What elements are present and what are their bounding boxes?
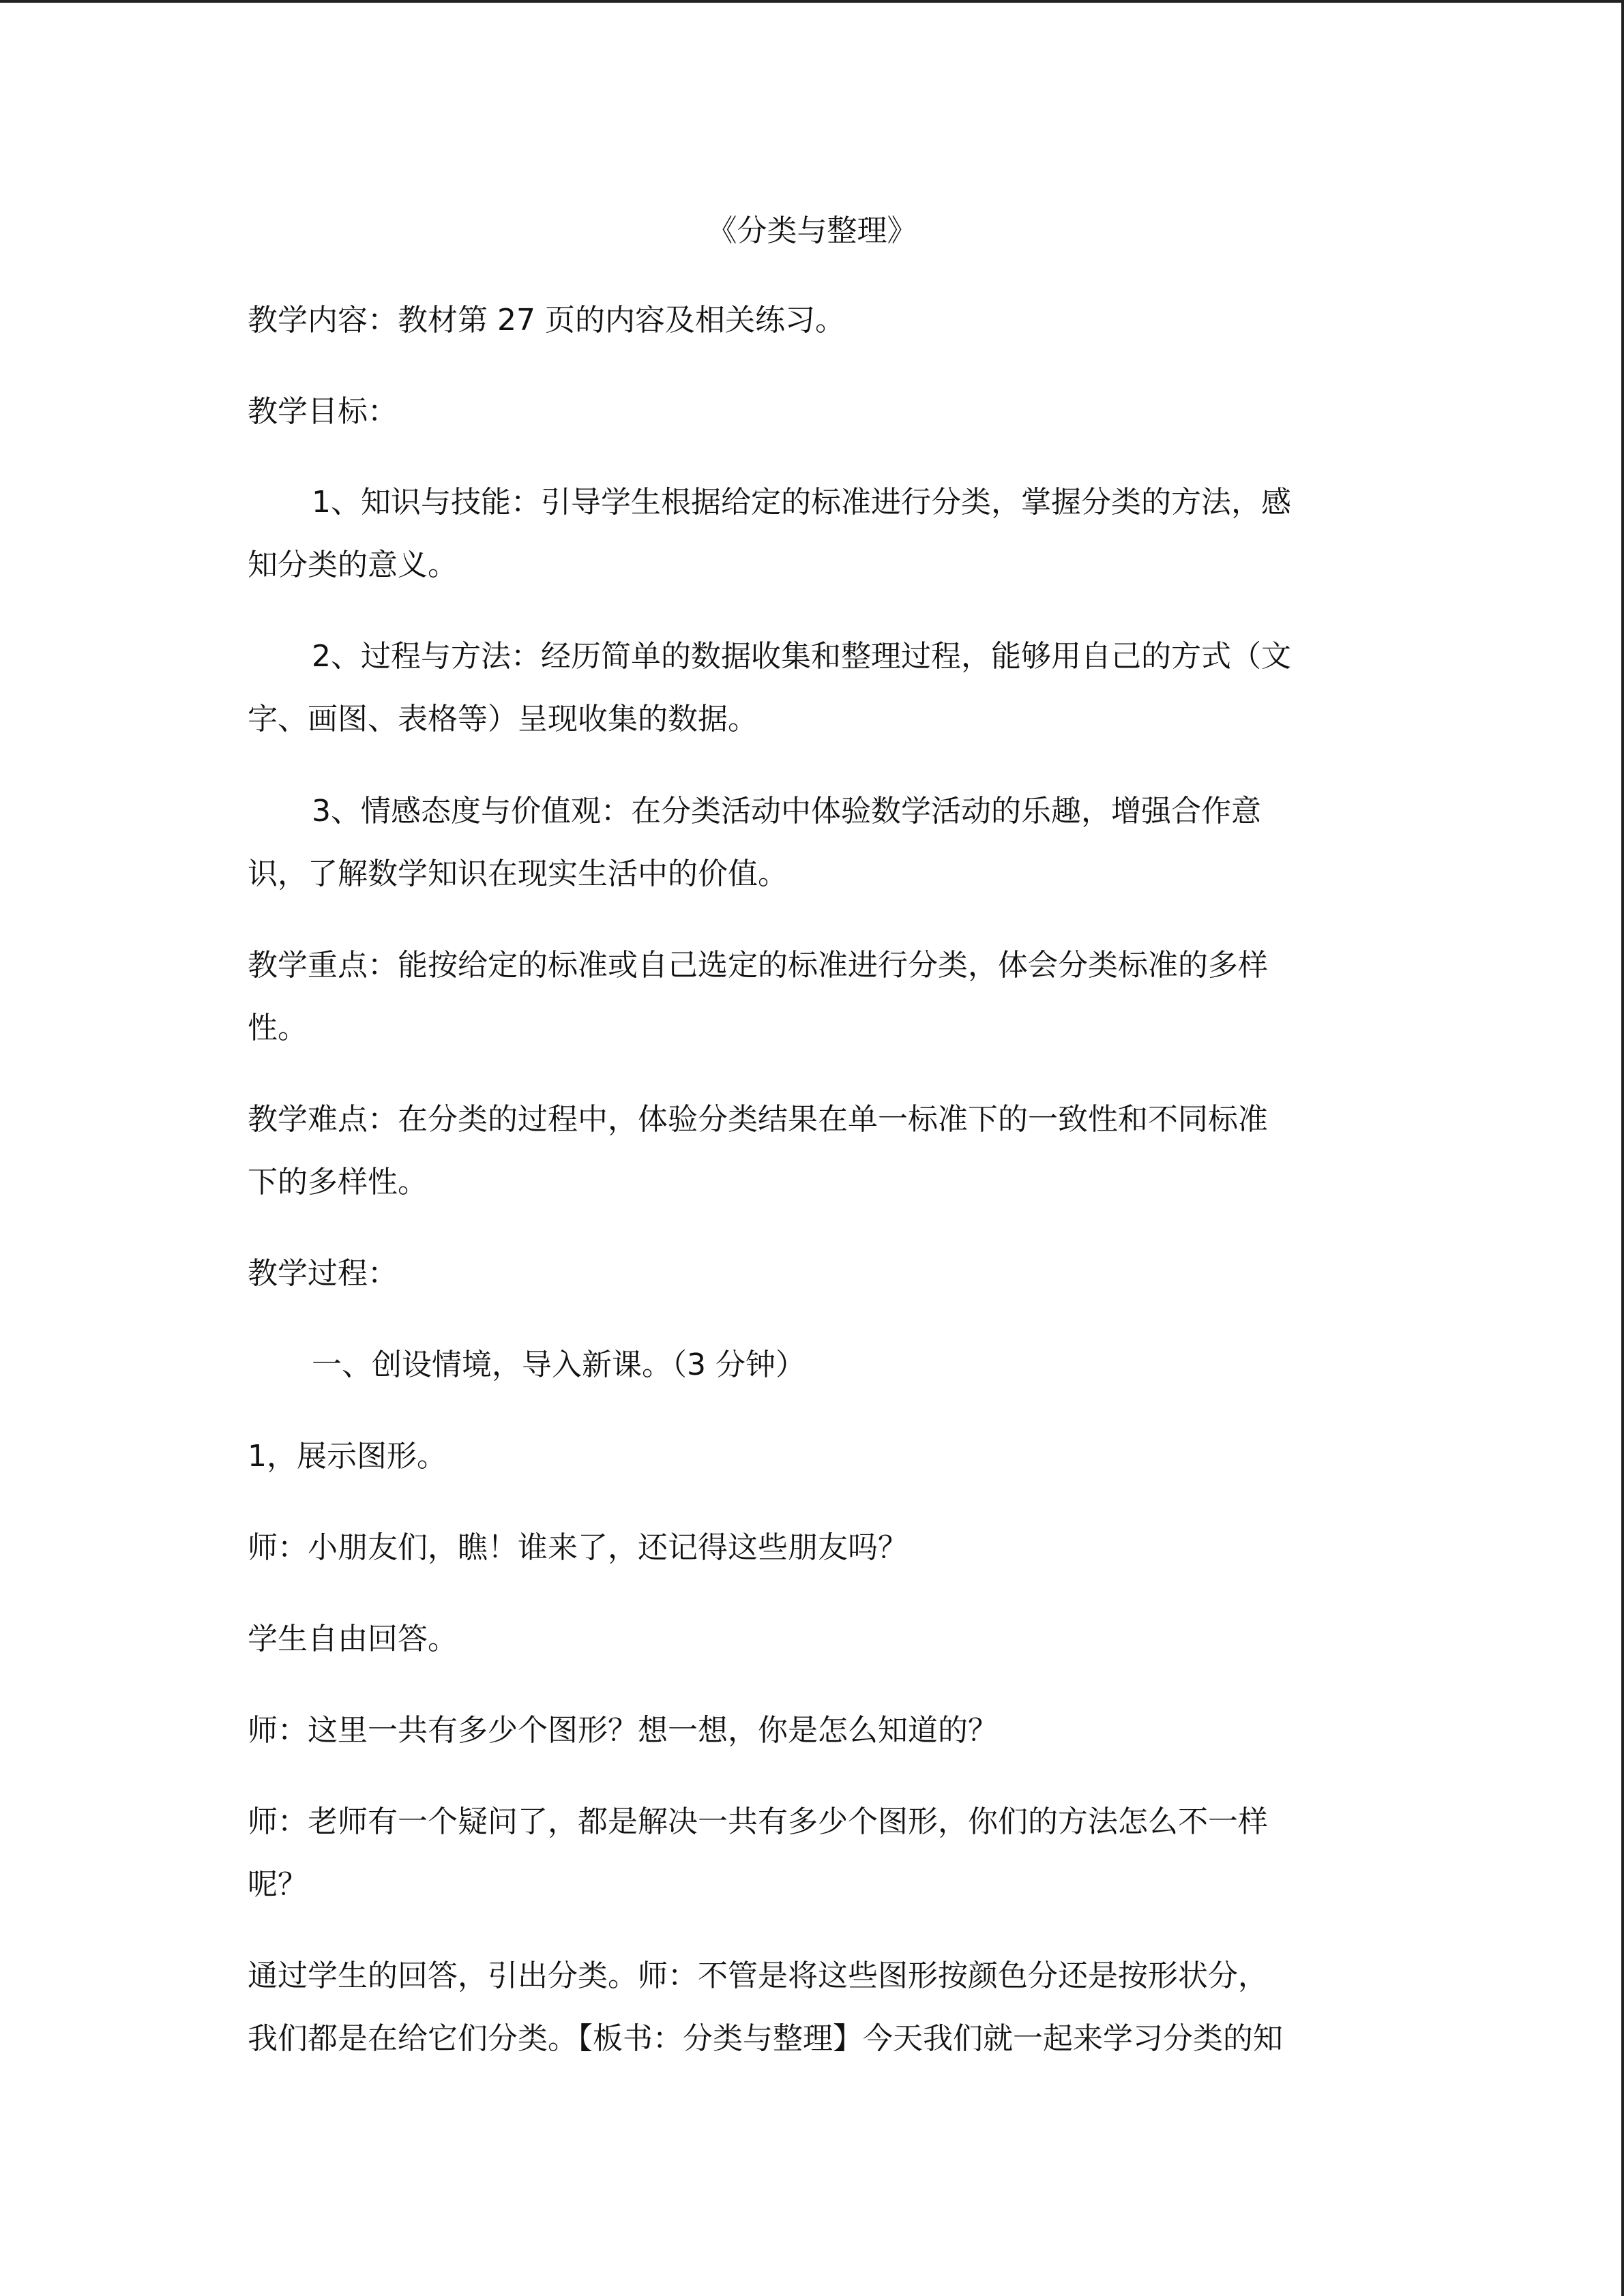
text-line-conclusion: 通过学生的回答，引出分类。师：不管是将这些图形按颜色分还是按形状分， — [248, 1958, 1268, 1993]
text-line-teacher-1: 师：小朋友们，瞧！谁来了，还记得这些朋友吗？ — [248, 1530, 908, 1565]
text-line-teacher-3-cont: 呢？ — [248, 1867, 308, 1902]
page-border-right — [1621, 0, 1624, 2296]
text-line-objective-3-cont: 识，了解数学知识在现实生活中的价值。 — [248, 856, 788, 891]
text-line-key-point-cont: 性。 — [248, 1011, 308, 1045]
text-line-difficulty: 教学难点：在分类的过程中，体验分类结果在单一标准下的一致性和不同标准 — [248, 1102, 1268, 1137]
text-line-objective-2: 2、过程与方法：经历简单的数据收集和整理过程，能够用自己的方式（文 — [312, 639, 1291, 674]
text-line-objective-2-cont: 字、画图、表格等）呈现收集的数据。 — [248, 702, 758, 736]
text-line-step-1: 1，展示图形。 — [248, 1439, 447, 1474]
page-border-top — [0, 0, 1624, 3]
text-line-objective-1: 1、知识与技能：引导学生根据给定的标准进行分类，掌握分类的方法，感 — [312, 485, 1291, 520]
text-line-difficulty-cont: 下的多样性。 — [248, 1165, 428, 1199]
text-line-teaching-process: 教学过程： — [248, 1256, 398, 1291]
text-line-teaching-content: 教学内容：教材第 27 页的内容及相关练习。 — [248, 303, 845, 338]
text-line-key-point: 教学重点：能按给定的标准或自己选定的标准进行分类，体会分类标准的多样 — [248, 948, 1268, 983]
text-line-objective-1-cont: 知分类的意义。 — [248, 548, 458, 582]
text-line-objective-3: 3、情感态度与价值观：在分类活动中体验数学活动的乐趣，增强合作意 — [312, 794, 1261, 829]
text-line-teacher-2: 师：这里一共有多少个图形？想一想，你是怎么知道的？ — [248, 1713, 998, 1748]
text-line-teacher-3: 师：老师有一个疑问了，都是解决一共有多少个图形，你们的方法怎么不一样 — [248, 1804, 1268, 1839]
text-line-conclusion-cont: 我们都是在给它们分类。【板书：分类与整理】今天我们就一起来学习分类的知 — [248, 2021, 1283, 2056]
text-line-students-answer: 学生自由回答。 — [248, 1622, 458, 1656]
document-title: 《分类与整理》 — [707, 213, 917, 248]
text-line-teaching-objectives: 教学目标： — [248, 394, 398, 429]
text-line-section-1: 一、创设情境，导入新课。（3 分钟） — [312, 1347, 806, 1382]
